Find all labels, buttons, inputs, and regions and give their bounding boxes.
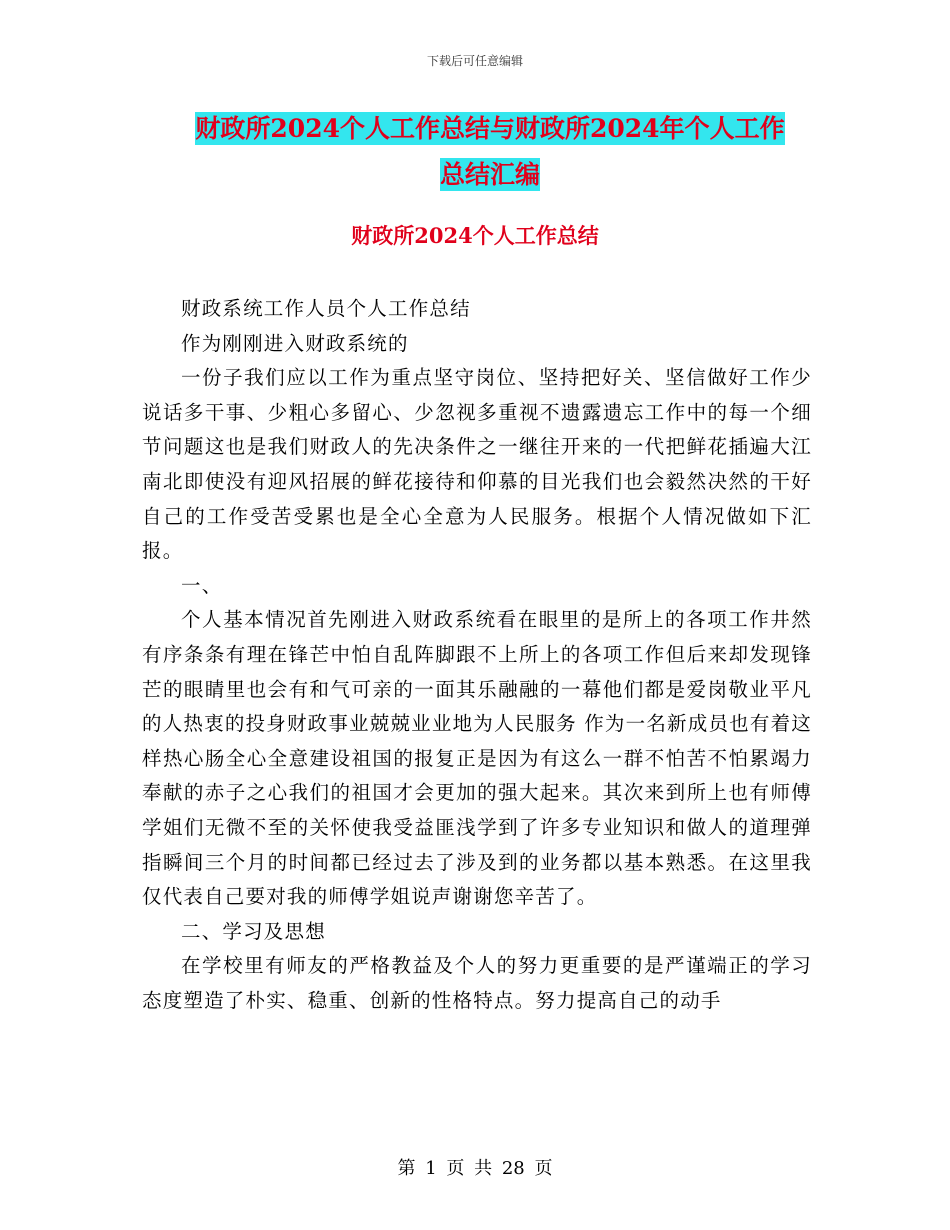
document-title-line-2: 总结汇编 bbox=[439, 160, 540, 189]
paragraph: 一、 bbox=[181, 573, 223, 597]
header-note: 下载后可任意编辑 bbox=[426, 54, 523, 68]
section-title: 财政所2024个人工作总结 bbox=[351, 223, 599, 248]
paragraph: 在学校里有师友的严格教益及个人的努力更重要的是严谨端正的学习态度塑造了朴实、稳重、创新的性格特点。努力提高自己的动手 bbox=[142, 954, 812, 1012]
paragraph: 财政系统工作人员个人工作总结 bbox=[181, 297, 471, 320]
document-title bbox=[140, 106, 840, 198]
paragraph: 作为刚刚进入财政系统的 bbox=[181, 331, 409, 355]
paragraph: 个人基本情况首先刚进入财政系统看在眼里的是所上的各项工作井然有序条条有理在锋芒中怕自乱阵脚跟不上所上的各项工作但后来却发现锋芒的眼睛里也会有和气可亲的一面其乐融融的一幕他们都是爱岗敬业平凡的人热衷的投身财政事业兢兢业业地为人民服务 作为一名新成员也有着这样热心肠全心全意建设祖国的报复正是因为有这么一群不怕苦不怕累竭力奉献的赤子之心我们的祖国才会更加的强大起来。其次来到所上也有师傅学姐们无微不至的关怀使我受益匪浅学到了许多专业知识和做人的道理弹指瞬间三个月的时间都已经过去了涉及到的业务都以基本熟悉。在这里我仅代表自己要对我的师傅学姐说声谢谢您辛苦了。 bbox=[142, 608, 812, 909]
paragraph: 二、学习及思想 bbox=[181, 919, 326, 943]
paragraph: 一份子我们应以工作为重点坚守岗位、坚持把好关、坚信做好工作少说话多干事、少粗心多留心、少忽视多重视不遗露遗忘工作中的每一个细节问题这也是我们财政人的先决条件之一继往开来的一代把鲜花插遍大江南北即使没有迎风招展的鲜花接待和仰慕的目光我们也会毅然决然的干好自己的工作受苦受累也是全心全意为人民服务。根据个人情况做如下汇报。 bbox=[142, 366, 812, 563]
page-footer: 第 1 页 共 28 页 bbox=[397, 1158, 553, 1179]
document-body bbox=[142, 292, 812, 1018]
document-title-line-1: 财政所2024个人工作总结与财政所2024年个人工作 bbox=[195, 114, 785, 143]
